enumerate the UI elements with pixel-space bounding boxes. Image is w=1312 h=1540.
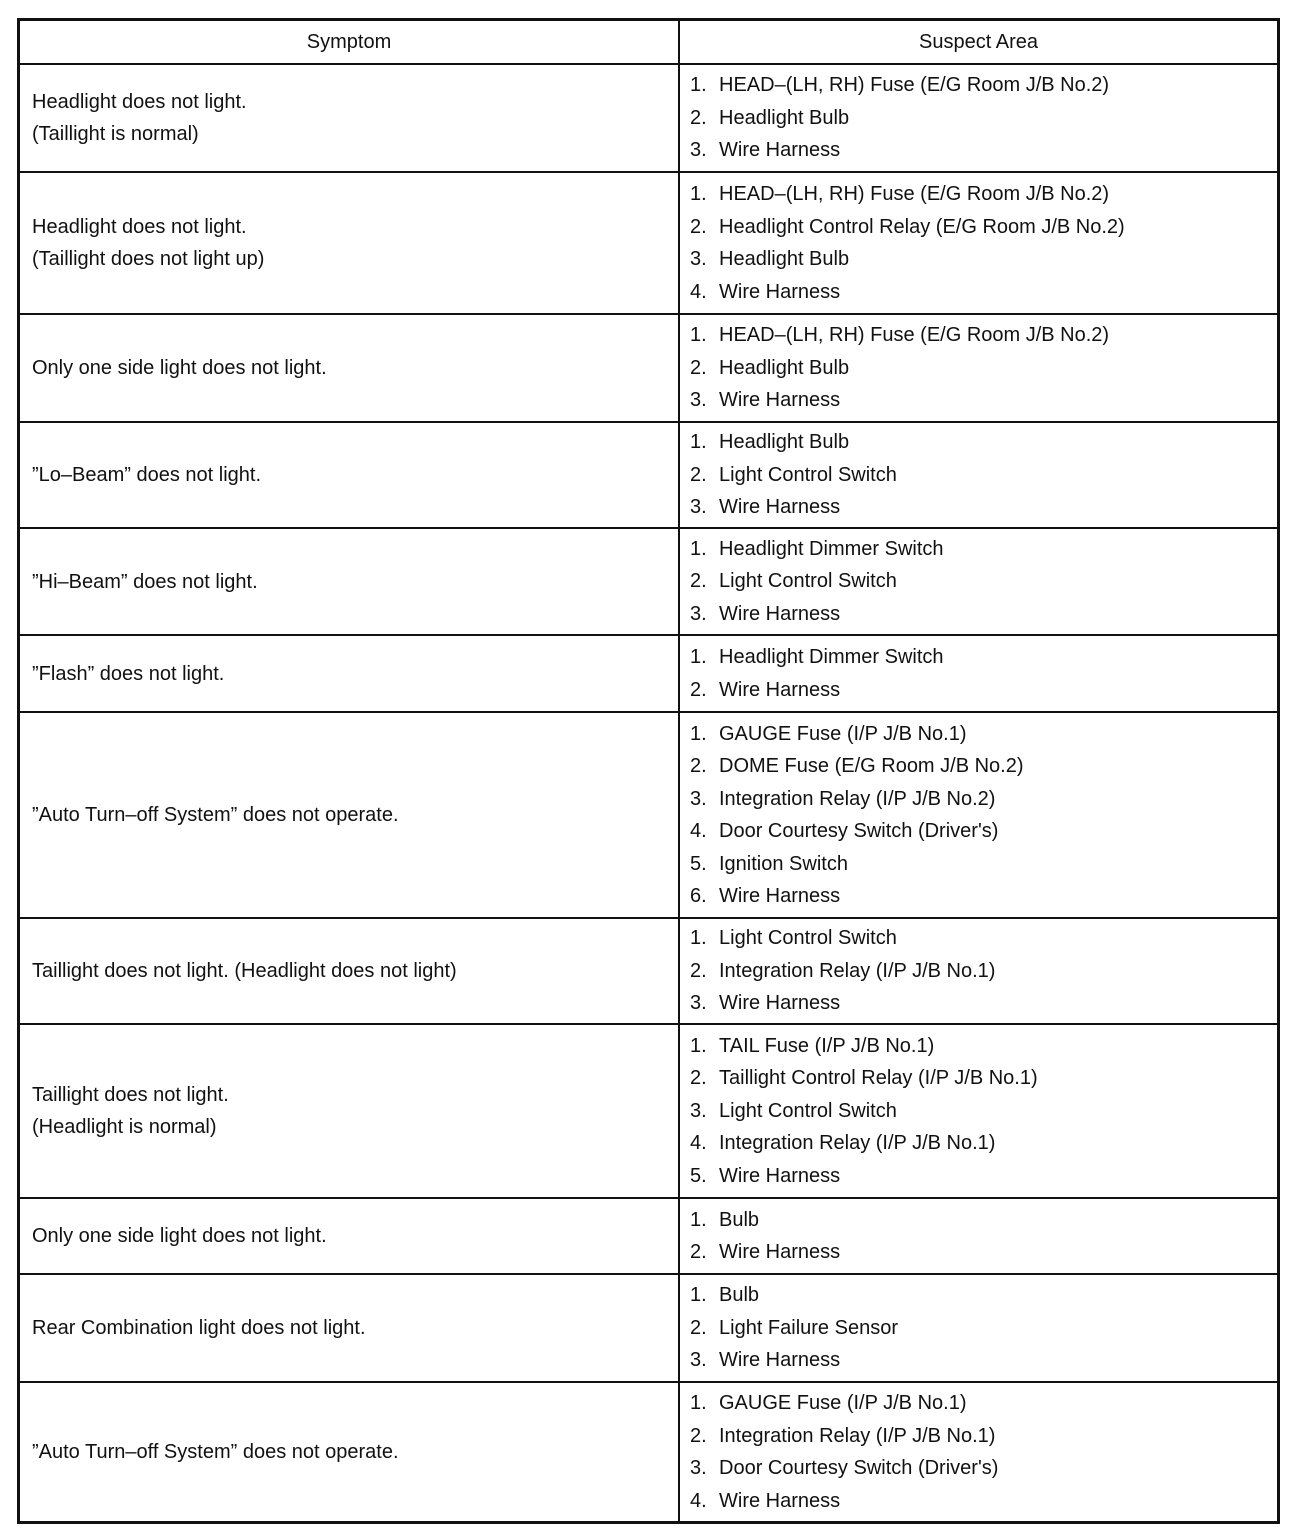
suspect-item-text: DOME Fuse (E/G Room J/B No.2) (719, 755, 1024, 777)
symptom-cell (20, 1383, 680, 1521)
suspect-area-cell (680, 713, 1277, 919)
suspect-item-number: 3. (690, 602, 707, 625)
suspect-item-number: 2. (690, 570, 707, 593)
suspect-item (690, 1344, 1277, 1377)
symptom-header: Symptom (20, 21, 680, 65)
suspect-item-number: 3. (690, 1457, 707, 1479)
suspect-item (690, 69, 1277, 102)
suspect-area-cell (680, 1275, 1277, 1383)
suspect-item-number: 1. (690, 1392, 707, 1414)
suspect-item-number: 3. (690, 139, 707, 162)
suspect-item-text: Integration Relay (I/P J/B No.1) (719, 959, 996, 982)
symptom-line: Only one side light does not light. (32, 1225, 327, 1247)
suspect-item-number: 3. (690, 496, 707, 519)
suspect-item-text: Integration Relay (I/P J/B No.1) (719, 1424, 996, 1447)
suspect-area-cell (680, 1025, 1277, 1199)
suspect-item (690, 815, 1277, 848)
suspect-item-number: 2. (690, 106, 707, 129)
suspect-item-number: 5. (690, 1164, 707, 1187)
symptom-cell (20, 713, 680, 919)
suspect-item-text: Wire Harness (719, 1489, 841, 1512)
suspect-item-text: TAIL Fuse (I/P J/B No.1) (719, 1034, 935, 1057)
suspect-item-number: 1. (690, 431, 707, 454)
suspect-item-text: Wire Harness (719, 885, 841, 907)
suspect-item-text: Wire Harness (719, 389, 841, 412)
suspect-item (690, 598, 1277, 631)
suspect-item-text: HEAD–(LH, RH) Fuse (E/G Room J/B No.2) (719, 74, 1110, 97)
suspect-item-text: Headlight Bulb (719, 248, 850, 270)
suspect-item-number: 2. (690, 215, 707, 238)
suspect-area-cell (680, 919, 1277, 1025)
suspect-item-text: Light Failure Sensor (719, 1316, 898, 1339)
suspect-item-text: Headlight Bulb (719, 356, 850, 379)
suspect-item-text: Wire Harness (719, 1349, 841, 1372)
troubleshooting-table (17, 18, 1280, 1524)
suspect-area-cell (680, 65, 1277, 173)
suspect-area-cell (680, 1383, 1277, 1521)
suspect-area-cell (680, 636, 1277, 713)
symptom-cell (20, 423, 680, 529)
suspect-item-text: Wire Harness (719, 678, 841, 701)
suspect-item (690, 459, 1277, 492)
suspect-area-cell (680, 423, 1277, 529)
suspect-item (690, 1387, 1277, 1420)
symptom-line: (Taillight is normal) (32, 123, 199, 145)
suspect-item (690, 1127, 1277, 1160)
suspect-item-number: 3. (690, 389, 707, 412)
symptom-cell (20, 529, 680, 636)
suspect-item (690, 783, 1277, 816)
suspect-item-text: Headlight Bulb (719, 431, 850, 454)
suspect-item (690, 1312, 1277, 1345)
symptom-cell (20, 919, 680, 1025)
suspect-item-text: Wire Harness (719, 1164, 841, 1187)
suspect-item (690, 718, 1277, 751)
suspect-item (690, 1420, 1277, 1453)
suspect-item (690, 750, 1277, 783)
symptom-line: Headlight does not light. (32, 91, 247, 113)
suspect-item (690, 533, 1277, 566)
symptom-line: Taillight does not light. (32, 1084, 229, 1106)
suspect-item-text: Door Courtesy Switch (Driver's) (719, 1457, 999, 1479)
suspect-item-text: Wire Harness (719, 280, 841, 303)
suspect-item-text: Headlight Control Relay (E/G Room J/B No.2) (719, 215, 1125, 238)
suspect-item-text: Taillight Control Relay (I/P J/B No.1) (719, 1067, 1038, 1090)
suspect-item-number: 2. (690, 959, 707, 982)
suspect-item (690, 565, 1277, 598)
suspect-item (690, 1279, 1277, 1312)
suspect-item-number: 3. (690, 1349, 707, 1372)
suspect-item-number: 1. (690, 183, 707, 205)
suspect-area-cell (680, 529, 1277, 636)
suspect-area-cell (680, 1199, 1277, 1275)
suspect-item-number: 1. (690, 1284, 707, 1307)
symptom-line: ”Flash” does not light. (32, 662, 225, 685)
suspect-item-number: 2. (690, 463, 707, 486)
suspect-item-text: HEAD–(LH, RH) Fuse (E/G Room J/B No.2) (719, 183, 1110, 205)
suspect-item (690, 211, 1277, 244)
suspect-item-number: 2. (690, 1067, 707, 1090)
suspect-item-number: 1. (690, 74, 707, 97)
suspect-item (690, 491, 1277, 524)
symptom-line: ”Lo–Beam” does not light. (32, 464, 262, 486)
suspect-item-number: 1. (690, 1208, 707, 1231)
suspect-item (690, 1452, 1277, 1485)
suspect-item-number: 3. (690, 1099, 707, 1122)
suspect-item (690, 955, 1277, 988)
suspect-item-text: Wire Harness (719, 992, 841, 1015)
suspect-item-number: 4. (690, 1489, 707, 1512)
suspect-item-text: Wire Harness (719, 139, 841, 162)
symptom-cell (20, 636, 680, 713)
suspect-item (690, 426, 1277, 459)
suspect-item (690, 243, 1277, 276)
suspect-item-text: Headlight Bulb (719, 106, 850, 129)
suspect-item-text: Wire Harness (719, 496, 841, 519)
suspect-item (690, 848, 1277, 881)
suspect-item-number: 2. (690, 1424, 707, 1447)
suspect-item-text: Wire Harness (719, 1241, 841, 1263)
suspect-item (690, 384, 1277, 417)
suspect-item-number: 1. (690, 537, 707, 560)
symptom-line: Headlight does not light. (32, 216, 247, 238)
suspect-item (690, 1485, 1277, 1518)
symptom-cell (20, 1025, 680, 1199)
suspect-item-text: Light Control Switch (719, 927, 897, 950)
suspect-item-text: Light Control Switch (719, 570, 897, 593)
suspect-area-cell (680, 315, 1277, 423)
symptom-cell (20, 315, 680, 423)
symptom-line: ”Auto Turn–off System” does not operate. (32, 1441, 399, 1463)
suspect-item (690, 987, 1277, 1020)
suspect-item-text: Integration Relay (I/P J/B No.2) (719, 787, 996, 810)
suspect-item-number: 3. (690, 992, 707, 1015)
suspect-item-number: 2. (690, 1316, 707, 1339)
suspect-item-text: Integration Relay (I/P J/B No.1) (719, 1132, 996, 1155)
suspect-item-text: Light Control Switch (719, 463, 897, 486)
suspect-area-cell (680, 173, 1277, 315)
symptom-cell (20, 173, 680, 315)
suspect-item-text: Headlight Dimmer Switch (719, 646, 944, 668)
suspect-item (690, 674, 1277, 707)
suspect-item (690, 102, 1277, 135)
suspect-item-text: HEAD–(LH, RH) Fuse (E/G Room J/B No.2) (719, 324, 1110, 347)
suspect-item-text: Light Control Switch (719, 1099, 897, 1122)
suspect-item (690, 352, 1277, 385)
suspect-item-number: 1. (690, 646, 707, 668)
suspect-item-text: Door Courtesy Switch (Driver's) (719, 820, 999, 842)
suspect-item-number: 6. (690, 885, 707, 907)
suspect-item-number: 2. (690, 356, 707, 379)
suspect-item (690, 1204, 1277, 1237)
suspect-item-number: 4. (690, 820, 707, 842)
suspect-area-header: Suspect Area (680, 21, 1277, 65)
suspect-item (690, 1160, 1277, 1193)
symptom-line: Only one side light does not light. (32, 357, 327, 379)
suspect-item (690, 1062, 1277, 1095)
suspect-item-text: GAUGE Fuse (I/P J/B No.1) (719, 1392, 967, 1414)
suspect-item (690, 178, 1277, 211)
symptom-line: Rear Combination light does not light. (32, 1317, 366, 1339)
suspect-item (690, 1030, 1277, 1063)
suspect-item-number: 2. (690, 1241, 707, 1263)
suspect-item-number: 1. (690, 1034, 707, 1057)
suspect-item-number: 4. (690, 280, 707, 303)
symptom-line: ”Auto Turn–off System” does not operate. (32, 804, 399, 826)
suspect-item-text: Headlight Dimmer Switch (719, 537, 944, 560)
suspect-item (690, 1236, 1277, 1269)
symptom-cell (20, 1275, 680, 1383)
suspect-item-number: 5. (690, 852, 707, 875)
suspect-item-number: 3. (690, 248, 707, 270)
suspect-item-number: 1. (690, 722, 707, 745)
suspect-item-text: Wire Harness (719, 602, 841, 625)
symptom-line: Taillight does not light. (Headlight does not light) (32, 960, 457, 982)
suspect-item-text: Bulb (719, 1208, 760, 1231)
symptom-line: (Taillight does not light up) (32, 248, 265, 270)
suspect-item (690, 1095, 1277, 1128)
symptom-line: (Headlight is normal) (32, 1116, 217, 1138)
symptom-cell (20, 65, 680, 173)
suspect-item-number: 1. (690, 927, 707, 950)
suspect-item-number: 1. (690, 324, 707, 347)
suspect-item-number: 2. (690, 755, 707, 777)
suspect-item (690, 276, 1277, 309)
suspect-item (690, 319, 1277, 352)
suspect-item-text: GAUGE Fuse (I/P J/B No.1) (719, 722, 967, 745)
suspect-item-number: 4. (690, 1132, 707, 1155)
suspect-item (690, 922, 1277, 955)
symptom-cell (20, 1199, 680, 1275)
suspect-item-text: Bulb (719, 1284, 760, 1307)
suspect-item (690, 641, 1277, 674)
symptom-line: ”Hi–Beam” does not light. (32, 570, 258, 593)
suspect-item (690, 880, 1277, 913)
suspect-item-number: 2. (690, 678, 707, 701)
suspect-item (690, 134, 1277, 167)
suspect-item-number: 3. (690, 787, 707, 810)
suspect-item-text: Ignition Switch (719, 852, 848, 875)
